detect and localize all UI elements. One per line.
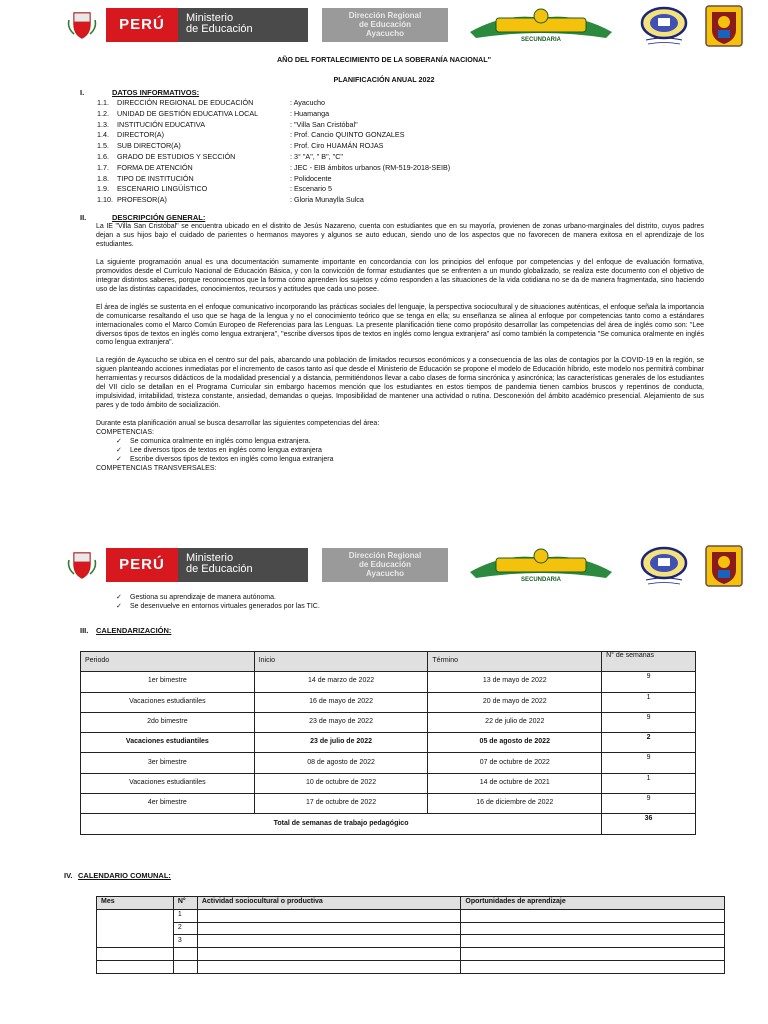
competencias-intro: Durante esta planificación anual se busca desarrollar las siguientes competencias del área: (96, 420, 380, 428)
col-header: Actividad sociocultural o productiva (197, 897, 461, 910)
info-row: 1.8. TIPO DE INSTITUCIÓN : Polidocente (97, 173, 332, 183)
page-header (0, 4, 768, 50)
crest-logo (704, 544, 744, 588)
info-row: 1.6. GRADO DE ESTUDIOS Y SECCIÓN : 3° "A", " B", "C" (97, 151, 343, 161)
dre-ayacucho-label: Dirección Regional de Educación Ayacucho (322, 548, 448, 582)
table-row: 3er bimestre 08 de agosto de 2022 07 de octubre de 2022 9 (81, 753, 696, 773)
col-header: N° (173, 897, 197, 910)
col-header: N° de semanas (602, 652, 696, 672)
dre-ayacucho-label: Dirección Regional de Educación Ayacucho (322, 8, 448, 42)
peru-label: PERÚ (106, 548, 178, 582)
peru-shield-icon (58, 548, 106, 582)
table-header-row (97, 897, 725, 910)
col-header: Oportunidades de aprendizaje (461, 897, 725, 910)
ministerio-label: Ministerio de Educación (178, 548, 308, 582)
table-row: 1 (97, 909, 725, 922)
info-row: 1.5. SUB DIRECTOR(A) : Prof. Ciro HUAMÁN ROJAS (97, 141, 384, 151)
calendarizacion-table (80, 651, 696, 835)
transversales-list (96, 594, 704, 612)
svg-text:SECUNDARIA: SECUNDARIA (520, 577, 562, 583)
description-paragraph: La siguiente programación anual es una documentación sumamente importante en concordancia con los principios del enfoque por competencias y del enfoque de evaluación formativa, promovidos desde el Currículo Nacional de Educación Básica, y con la convicción de formar estudiantes que se enfrenten a un mundo globalizado, se realiza este documento con el objetivo de integrar distintos saberes, porque reconocemos que la forma cómo aprenden los sujetos y cómo responden a las situaciones de la vida cotidiana no se da de manera fragmentada, sino haciendo uso de las distintas capacidades, conocimientos, recursos y actitudes que cada uno posee. (96, 258, 704, 293)
institution-seal-logo (638, 6, 690, 46)
description-paragraph: El área de inglés se sustenta en el enfoque comunicativo incorporando las prácticas sociales del lenguaje, la perspectiva sociocultural y de situaciones auténticas, el enfoque señala la importancia de comunicarse resaltando el uso que se haga de la lengua y no el conocimiento teórico que se tenga en ella; su enseñanza se alinea al enfoque por competencias tanto como a estándares internacionales como el Marco Común Europeo de Referencias para las Lenguas. La presente planificación tiene como propósito desarrollar las competencias del área de inglés como son: "Lee diversos tipos de textos en inglés como lengua extranjera", "escribe diversos tipos de textos en inglés como lengua extranjera" así como también la competencia "Se comunica oralmente en inglés como lengua extranjera". (96, 303, 704, 347)
section-2-heading: II. DESCRIPCIÓN GENERAL: (80, 213, 206, 222)
total-label: Total de semanas de trabajo pedagógico (81, 814, 602, 834)
competencia-item: ✓ Se comunica oralmente en inglés como lengua extranjera. (116, 438, 311, 446)
table-row: 1er bimestre 14 de marzo de 2022 13 de mayo de 2022 9 (81, 672, 696, 692)
table-row: Vacaciones estudiantiles 23 de julio de 2022 05 de agosto de 2022 2 (81, 733, 696, 753)
ministerio-label: Ministerio de Educación (178, 8, 308, 42)
info-row: 1.9. ESCENARIO LINGÜÍSTICO : Escenario 5 (97, 184, 332, 194)
plan-title: PLANIFICACIÓN ANUAL 2022 (333, 75, 435, 84)
table-row: 2do bimestre 23 de mayo de 2022 22 de julio de 2022 9 (81, 712, 696, 732)
info-row: 1.4. DIRECTOR(A) : Prof. Cancio QUINTO GONZALES (97, 130, 405, 140)
page-header-2 (0, 544, 768, 590)
table-row: Vacaciones estudiantiles 10 de octubre de 2022 14 de octubre de 2021 1 (81, 773, 696, 793)
table-row: 4er bimestre 17 de octubre de 2022 16 de diciembre de 2022 9 (81, 794, 696, 814)
table-header-row (81, 652, 696, 672)
competencia-item: ✓ Lee diversos tipos de textos en inglés como lengua extranjera (116, 447, 322, 455)
check-icon: ✓ (116, 438, 122, 446)
total-value: 36 (602, 814, 696, 834)
check-icon: ✓ (116, 602, 122, 610)
section-3-heading: III. CALENDARIZACIÓN: (80, 626, 172, 635)
school-logo (466, 548, 616, 584)
competencias-label: COMPETENCIAS: (96, 429, 154, 437)
table-row (97, 948, 725, 961)
svg-text:SECUNDARIA: SECUNDARIA (520, 37, 562, 43)
info-row: 1.7. FORMA DE ATENCIÓN : JEC - EIB ámbitos urbanos (RM-519-2018-SEIB) (97, 162, 451, 172)
table-row: 2 (97, 922, 725, 935)
transversal-item: ✓ Se desenvuelve en entornos virtuales generados por las TIC. (116, 602, 320, 610)
info-row: 1.10. PROFESOR(A) : Gloria Munaylla Sulca (97, 195, 364, 205)
col-header: Inicio (254, 652, 428, 672)
crest-logo (704, 4, 744, 48)
col-header: Término (428, 652, 602, 672)
minedu-logo (58, 548, 318, 582)
table-row: 3 (97, 935, 725, 948)
institution-seal-logo (638, 546, 690, 586)
table-total-row (81, 814, 696, 834)
transversales-label: COMPETENCIAS TRANSVERSALES: (96, 464, 217, 472)
calendario-comunal-table (96, 896, 725, 974)
peru-shield-icon (58, 8, 106, 42)
description-paragraph: La IE "Villa San Cristóbal" se encuentra ubicado en el distrito de Jesús Nazareno, cuenta con estudiantes que en su mayoría, provienen de zonas urbano-marginales del distrito, cuyos padres dejan a sus hijos bajo el cuidado de parientes o hermanos mayores y algunos se auto educan, siendo uno de los aspectos que no favorecen de manera exitosa en el aprendizaje de los estudiantes. (96, 223, 704, 248)
description-body (96, 223, 704, 474)
section-4-heading: IV. CALENDARIO COMUNAL: (64, 871, 171, 880)
check-icon: ✓ (116, 594, 122, 601)
table-row (97, 960, 725, 973)
competencia-item: ✓ Escribe diversos tipos de textos en inglés como lengua extranjera (116, 455, 334, 463)
check-icon: ✓ (116, 447, 122, 455)
year-title: AÑO DEL FORTALECIMIENTO DE LA SOBERANÍA NACIONAL" (276, 55, 492, 64)
peru-label: PERÚ (106, 8, 178, 42)
info-row: 1.1. DIRECCIÓN REGIONAL DE EDUCACIÓN : Ayacucho (97, 98, 326, 107)
info-row: 1.3. INSTITUCIÓN EDUCATIVA : "Villa San Cristóbal" (97, 119, 358, 129)
info-row: 1.2. UNIDAD DE GESTIÓN EDUCATIVA LOCAL : Huamanga (97, 108, 330, 118)
table-row: Vacaciones estudiantiles 16 de mayo de 2022 20 de mayo de 2022 1 (81, 692, 696, 712)
mes-cell (97, 909, 174, 947)
school-logo (466, 8, 616, 44)
col-header: Periodo (81, 652, 255, 672)
description-paragraph: La región de Ayacucho se ubica en el centro sur del país, abarcando una población de limitados recursos económicos y a consecuencia de las olas de contagios por la COVID-19 en la región, se siguen planteando acciones inmediatas por el incremento de casos tanto así que desde el Ministerio de Educación se propone el modelo de Educación híbrido, este modelo nos permitirá combinar herramientas y recursos didácticos de la modalidad presencial y a distancia, permitiéndonos llevar a cabo clases de forma sincrónica y asincrónica; las características generales de los estudiantes del VII ciclo se detallan en el Programa Curricular sin embargo hacemos mención que los estudiantes en estos tiempos de pandemia tienen cambios bruscos y repentinos de conducta, impulsividad, irritabilidad, tristeza constante, ansiedad, demandas o quejas. Imposibilidad de mantener una actividad o rutina. Desconexión del ámbito académico presencial. Alejamiento de sus pares y de todo ámbito de socialización. (96, 357, 704, 410)
col-header: Mes (97, 897, 174, 910)
check-icon: ✓ (116, 455, 122, 463)
transversal-item: ✓ Gestiona su aprendizaje de manera autónoma. (116, 594, 276, 601)
info-list (97, 98, 577, 206)
section-1-heading: I. DATOS INFORMATIVOS: (80, 88, 200, 97)
minedu-logo (58, 8, 318, 42)
